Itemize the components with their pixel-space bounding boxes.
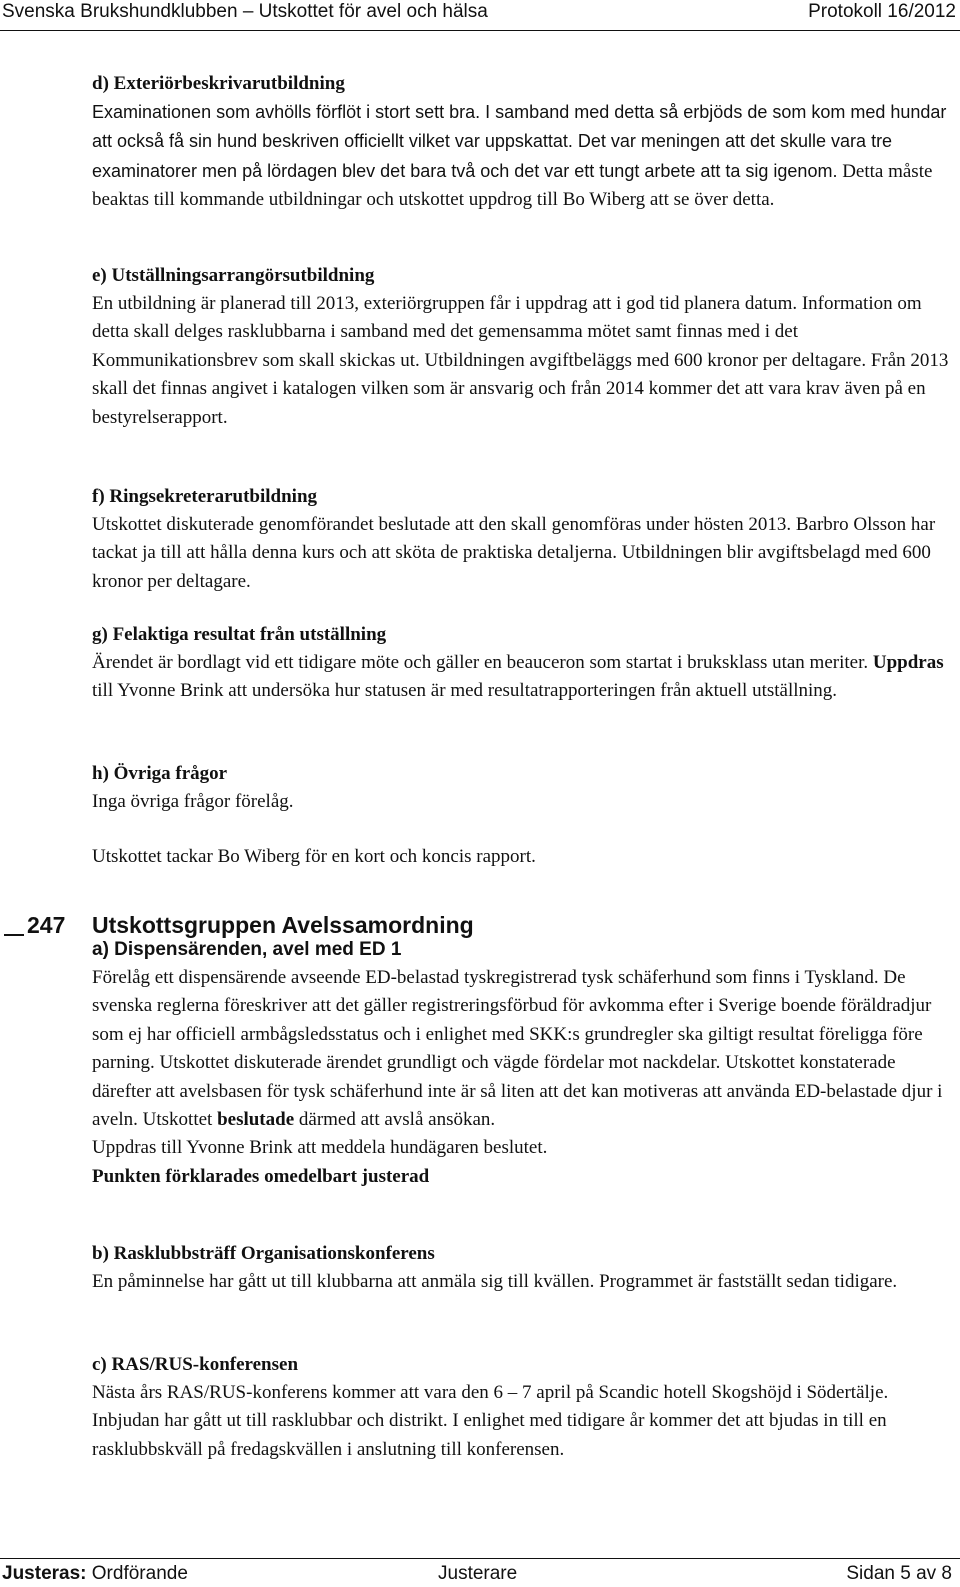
section-marker-line	[4, 934, 24, 936]
section-g-heading: g) Felaktiga resultat från utställning	[92, 624, 387, 645]
thanks-note	[92, 843, 952, 871]
section-d-text: Examinationen som avhölls förflöt i stort sett bra. I samband med detta så erbjöds de som kom med hundar att också få sin hund beskriven officiellt vilket var uppskattat. Det var meningen att det skulle vara tre examinatorer men på lördagen blev det bara två och det var ett tungt arbete att ta sig igenom. Detta måste beaktas till kommande utbildningar och utskottet uppdrog till Bo Wiberg att se över detta.	[92, 102, 947, 211]
section-e-text: En utbildning är planerad till 2013, exteriörgruppen får i uppdrag att i god tid planera datum. Information om detta skall delges rasklubbarna i samband med det gemensamma mötet samt finnas med i det Kommunikationsbrev som skall skickas ut. Utbildningen avgiftbeläggs med 600 kronor per deltagare. Från 2013 skall det finnas angivet i katalogen vilken som är ansvarig och från 2014 kommer det att vara krav även på en bestyrelserapport.	[92, 293, 949, 428]
subsection-b	[92, 1240, 952, 1296]
section-f	[92, 483, 952, 596]
page-header	[0, 0, 960, 30]
section-e	[92, 262, 952, 432]
subsection-a-heading: a) Dispensärenden, avel med ED 1	[92, 939, 402, 960]
section-h-text: Inga övriga frågor förelåg.	[92, 791, 294, 812]
subsection-c-heading: c) RAS/RUS-konferensen	[92, 1354, 299, 1375]
section-h-heading: h) Övriga frågor	[92, 763, 228, 784]
subsection-a-text: Förelåg ett dispensärende avseende ED-belastad tyskregistrerad tysk schäferhund som finns i Tyskland. De svenska reglerna föreskriver att det gäller registreringsförbud för avkomma efter i Sverige boende föräldradjur som ej har officiell armbågsledsstatus och i enlighet med SKK:s grundregler ska giltigt resultat föreligga före parning. Utskottet diskuterade ärendet grundligt och vägde fördelar mot nackdelar. Utskottet konstaterade därefter att avelsbasen för tysk schäferhund inte är så liten att det kan motiveras att använda ED-belastade djur i aveln. Utskottet beslutade därmed att avslå ansökan.	[92, 967, 943, 1131]
section-title: Utskottsgruppen Avelssamordning	[92, 912, 474, 938]
footer-page-number: Sidan 5 av 8	[846, 1563, 952, 1584]
header-org-title: Svenska Brukshundklubben – Utskottet för avel och hälsa	[2, 1, 488, 22]
header-divider	[0, 30, 960, 31]
section-d-heading: d) Exteriörbeskrivarutbildning	[92, 73, 345, 94]
subsection-a	[92, 936, 952, 1191]
subsection-a-assignment: Uppdras till Yvonne Brink att meddela hundägaren beslutet.	[92, 1137, 548, 1159]
header-protocol-number: Protokoll 16/2012	[808, 1, 956, 22]
section-number: 247	[27, 912, 66, 938]
footer-signoff: Justeras: Ordförande	[2, 1563, 188, 1584]
section-g-text: Ärendet är bordlagt vid ett tidigare möte och gäller en beauceron som startat i bruksklass utan meriter. Uppdras till Yvonne Brink att undersöka hur statusen är med resultatrapporteringen från aktuell utställning.	[92, 652, 944, 702]
section-h	[92, 760, 952, 816]
thanks-text: Utskottet tackar Bo Wiberg för en kort och koncis rapport.	[92, 846, 536, 867]
section-f-text: Utskottet diskuterade genomförandet beslutade att den skall genomföras under hösten 2013. Barbro Olsson har tackat ja till att hålla denna kurs och att sköta de praktiska detaljerna. Utbildningen blir avgiftsbelagd med 600 kronor per deltagare.	[92, 514, 936, 592]
footer-divider	[0, 1558, 960, 1559]
subsection-b-heading: b) Rasklubbsträff Organisationskonferens	[92, 1243, 435, 1264]
page-footer	[0, 1558, 960, 1587]
footer-adjuster: Justerare	[438, 1563, 518, 1584]
section-f-heading: f) Ringsekreterarutbildning	[92, 486, 318, 507]
subsection-c	[92, 1351, 952, 1464]
section-g	[92, 621, 952, 706]
section-e-heading: e) Utställningsarrangörsutbildning	[92, 265, 375, 286]
subsection-b-text: En påminnelse har gått ut till klubbarna att anmäla sig till kvällen. Programmet är fastställt sedan tidigare.	[92, 1271, 898, 1292]
section-d	[92, 70, 952, 215]
subsection-c-text: Nästa års RAS/RUS-konferens kommer att vara den 6 – 7 april på Scandic hotell Skogshöjd i Södertälje. Inbjudan har gått ut till rasklubbar och distrikt. I enlighet med tidigare år kommer det att bjudas in till en rasklubbskväll på fredagskvällen i anslutning till konferensen.	[92, 1382, 889, 1460]
subsection-a-justerad: Punkten förklarades omedelbart justerad	[92, 1165, 430, 1187]
